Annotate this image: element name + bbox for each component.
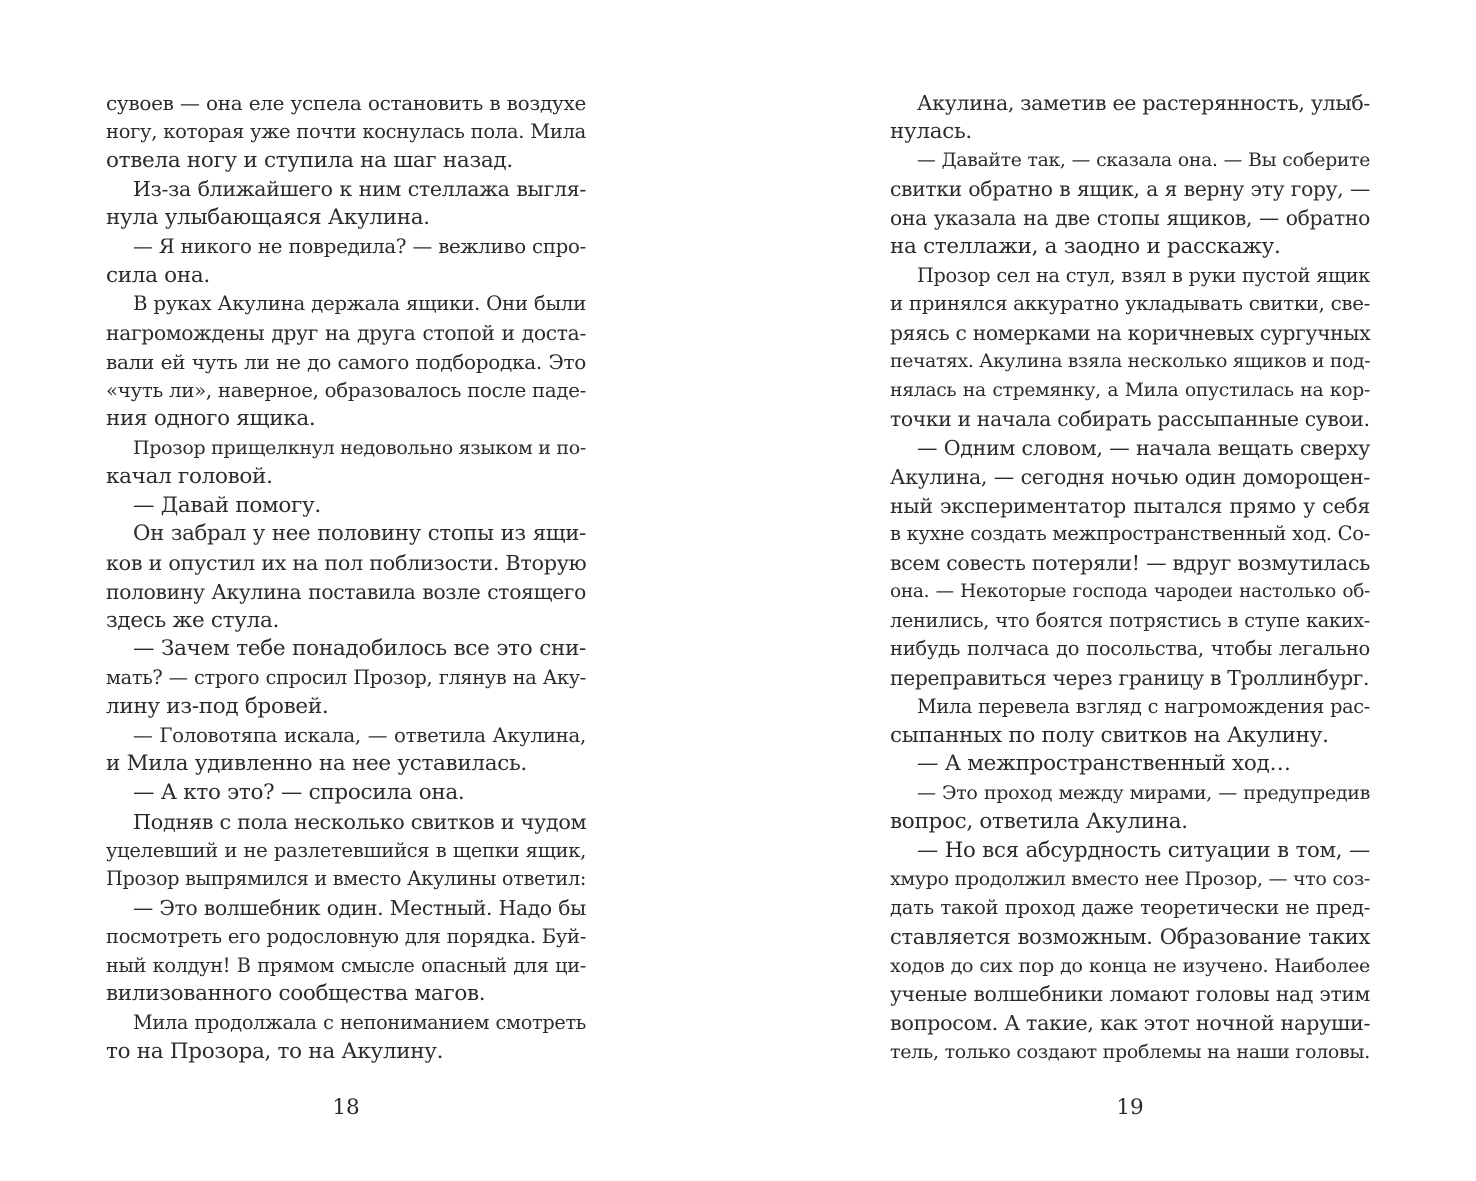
text-line: печатях. Акулина взяла несколько ящиков и под- xyxy=(890,350,1371,372)
text-line: и принялся аккуратно укладывать свитки, све- xyxy=(890,292,1370,316)
text-line: вилизованного сообщества магов. xyxy=(106,981,486,1007)
page-number-left: 18 xyxy=(332,1095,360,1120)
text-line: и Мила удивленно на нее уставилась. xyxy=(106,751,527,777)
text-line: Прозор сел на стул, взял в руки пустой ящик xyxy=(917,263,1370,287)
text-line: Из-за ближайшего к ним стеллажа выгля- xyxy=(133,177,586,202)
text-line: — Но вся абсурдность ситуации в том, — xyxy=(917,837,1370,863)
text-line: посмотреть его родословную для порядка. Буй- xyxy=(106,924,586,948)
text-line: тель, только создают проблемы на наши головы. xyxy=(890,1040,1370,1063)
text-line: ученые волшебники ломают головы над этим xyxy=(890,982,1370,1007)
text-line: на стеллажи, а заодно и расскажу. xyxy=(890,233,1281,259)
text-line: хмуро продолжил вместо нее Прозор, — что соз- xyxy=(890,868,1370,891)
text-line: качал головой. xyxy=(106,463,273,489)
text-line: лину из-под бровей. xyxy=(106,693,329,719)
text-line: она. — Некоторые господа чародеи настолько об- xyxy=(890,580,1370,602)
text-line: ный экспериментатор пытался прямо у себя xyxy=(890,493,1370,518)
text-line: нула улыбающаяся Акулина. xyxy=(106,205,430,230)
text-line: — Это проход между мирами, — предупредив xyxy=(917,782,1370,804)
text-line: — А кто это? — спросила она. xyxy=(133,780,465,805)
text-line: «чуть ли», наверное, образовалось после паде- xyxy=(106,378,586,402)
right-page-text xyxy=(890,89,1370,1067)
text-line: нагромождены друг на друга стопой и доста- xyxy=(106,321,586,345)
text-line: всем совесть потеряли! — вдруг возмутилась xyxy=(890,551,1370,575)
text-line: ков и опустил их на пол поблизости. Вторую xyxy=(106,551,587,575)
text-line: она указала на две стопы ящиков, — обратно xyxy=(890,206,1370,230)
text-line: — А межпространственный ход… xyxy=(917,751,1291,777)
text-line: в кухне создать межпространственный ход. Со- xyxy=(890,522,1370,546)
text-line: вопросом. А такие, как этот ночной наруши- xyxy=(890,1011,1371,1035)
text-line: Мила перевела взгляд с нагромождения рас- xyxy=(917,694,1370,718)
text-line: — Это волшебник один. Местный. Надо бы xyxy=(133,896,586,920)
text-line: ставляется возможным. Образование таких xyxy=(890,924,1370,949)
text-line: ленились, что боятся потрястись в ступе каких- xyxy=(890,608,1370,632)
text-line: сила она. xyxy=(106,262,210,288)
text-line: Акулина, заметив ее растерянность, улыб- xyxy=(917,91,1371,115)
text-line: половину Акулина поставила возле стоящего xyxy=(106,579,586,604)
text-line: свитки обратно в ящик, а я верну эту гору, — xyxy=(890,177,1370,202)
text-line: — Давай помогу. xyxy=(133,492,321,518)
text-line: точки и начала собирать рассыпанные сувои. xyxy=(890,407,1370,432)
text-line: ходов до сих пор до конца не изучено. Наиболее xyxy=(890,954,1370,977)
text-line: нибудь полчаса до посольства, чтобы легально xyxy=(890,637,1370,661)
text-line: В руках Акулина держала ящики. Они были xyxy=(133,292,586,316)
text-line: переправиться через границу в Троллинбург. xyxy=(890,666,1370,690)
text-line: мать? — строго спросил Прозор, глянув на Аку- xyxy=(106,666,586,689)
page-number-right: 19 xyxy=(1116,1095,1144,1120)
text-line: сыпанных по полу свитков на Акулину. xyxy=(890,722,1329,748)
text-line: сувоев — она еле успела остановить в воздухе xyxy=(106,91,586,115)
text-line: Прозор прищелкнул недовольно языком и по- xyxy=(133,437,586,459)
text-line: то на Прозора, то на Акулину. xyxy=(106,1038,444,1064)
text-line: вопрос, ответила Акулина. xyxy=(890,808,1188,834)
text-line: — Зачем тебе понадобилось все это сни- xyxy=(133,636,586,662)
text-line: — Давайте так, — сказала она. — Вы соберите xyxy=(917,149,1370,171)
text-line: Акулина, — сегодня ночью один доморощен- xyxy=(890,464,1370,489)
text-line: Мила продолжала с непониманием смотреть xyxy=(133,1011,586,1034)
text-line: дать такой проход даже теоретически не пред- xyxy=(890,896,1370,919)
text-line: ный колдун! В прямом смысле опасный для ци- xyxy=(106,953,586,977)
text-line: ногу, которая уже почти коснулась пола. Мила xyxy=(106,119,586,143)
left-page-text xyxy=(106,89,586,1067)
text-line: Подняв с пола несколько свитков и чудом xyxy=(133,809,587,834)
text-line: уцелевший и не разлетевшийся в щепки ящик, xyxy=(106,838,586,862)
text-line: — Я никого не повредила? — вежливо спро- xyxy=(133,234,586,258)
text-line: ния одного ящика. xyxy=(106,406,316,432)
text-line: Прозор выпрямился и вместо Акулины ответил: xyxy=(106,867,587,891)
text-line: Он забрал у нее половину стопы из ящи- xyxy=(133,521,586,547)
text-line: — Головотяпа искала, — ответила Акулина, xyxy=(133,723,586,747)
text-line: нулась. xyxy=(890,118,972,144)
text-line: отвела ногу и ступила на шаг назад. xyxy=(106,147,513,173)
text-line: вали ей чуть ли не до самого подбородка. Это xyxy=(106,349,586,374)
text-line: ряясь с номерками на коричневых сургучных xyxy=(890,321,1371,345)
text-line: — Одним словом, — начала вещать сверху xyxy=(917,436,1370,460)
text-line: здесь же стула. xyxy=(106,607,280,633)
text-line: нялась на стремянку, а Мила опустилась на кор- xyxy=(890,379,1370,401)
